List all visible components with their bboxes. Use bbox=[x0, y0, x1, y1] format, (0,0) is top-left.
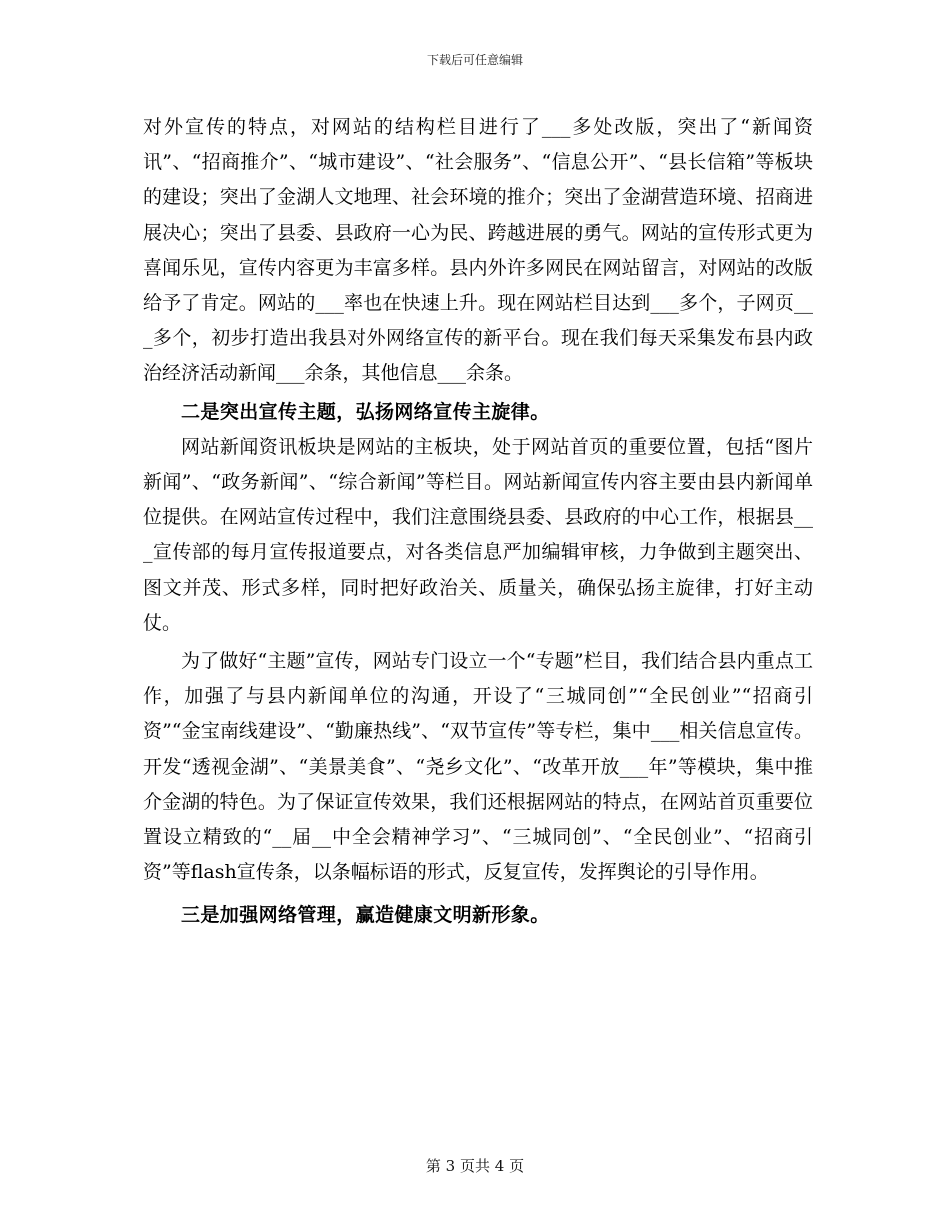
paragraph-news-section: 网站新闻资讯板块是网站的主板块，处于网站首页的重要位置，包括“图片新闻”、“政务新闻”、“综合新闻”等栏目。网站新闻宣传内容主要由县内新闻单位提供。在网站宣传过程中，我们注意围绕县委、县政府的中心工作，根据县___宣传部的每月宣传报道要点，对各类信息严加编辑审核，力争做到主题突出、图文并茂、形式多样，同时把好政治关、质量关，确保弘扬主旋律，打好主动仗。 bbox=[143, 435, 813, 634]
section-heading-three: 三是加强网络管理，赢造健康文明新形象。 bbox=[181, 904, 550, 927]
section-heading-two: 二是突出宣传主题，弘扬网络宣传主旋律。 bbox=[181, 400, 550, 423]
page-footer: 第 3 页共 4 页 bbox=[425, 1157, 525, 1175]
document-body bbox=[143, 110, 813, 934]
paragraph-topic-section: 为了做好“主题”宣传，网站专门设立一个“专题”栏目，我们结合县内重点工作，加强了与县内新闻单位的沟通，开设了“三城同创”“全民创业”“招商引资”“金宝南线建设”、“勤廉热线”、“双节宣传”等专栏，集中___相关信息宣传。开发“透视金湖”、“美景美食”、“尧乡文化”、“改革开放___年”等模块，集中推介金湖的特色。为了保证宣传效果，我们还根据网站的特点，在网站首页重要位置设立精致的“__届__中全会精神学习”、“三城同创”、“全民创业”、“招商引资”等flash宣传条，以条幅标语的形式，反复宣传，发挥舆论的引导作用。 bbox=[143, 650, 813, 884]
paragraph-intro: 对外宣传的特点，对网站的结构栏目进行了___多处改版，突出了“新闻资讯”、“招商推介”、“城市建设”、“社会服务”、“信息公开”、“县长信箱”等板块的建设；突出了金湖人文地理、社会环境的推介；突出了金湖营造环境、招商进展决心；突出了县委、县政府一心为民、跨越进展的勇气。网站的宣传形式更为喜闻乐见，宣传内容更为丰富多样。县内外许多网民在网站留言，对网站的改版给予了肯定。网站的___率也在快速上升。现在网站栏目达到___多个，子网页___多个，初步打造出我县对外网络宣传的新平台。现在我们每天采集发布县内政治经济活动新闻___余条，其他信息___余条。 bbox=[143, 116, 813, 385]
page-header: 下载后可任意编辑 bbox=[426, 53, 523, 67]
